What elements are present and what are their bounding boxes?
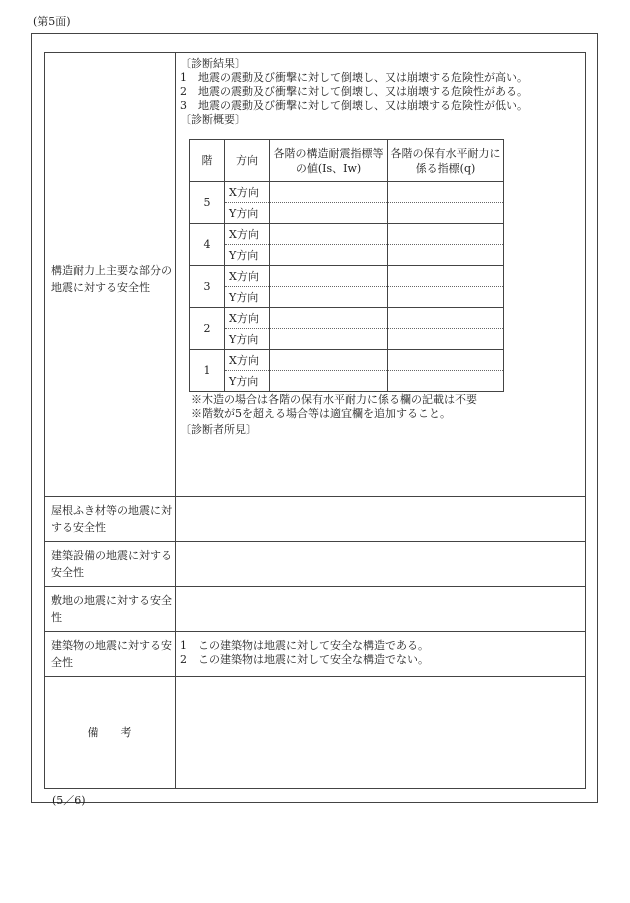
row-divider [44,586,586,587]
direction-cell: X方向 [225,182,270,203]
diagnosis-result-title: 〔診断結果〕 [180,57,246,70]
is-iw-value-cell[interactable] [270,308,388,329]
header-floor: 階 [190,140,225,182]
direction-cell: X方向 [225,266,270,287]
table-row [190,350,504,371]
diagnosis-table [189,139,504,392]
header-is-iw: 各階の構造耐震指標等の値(Is、Iw) [270,140,388,182]
diagnostician-opinion-title: 〔診断者所見〕 [180,423,257,436]
floor-cell: 3 [190,266,225,308]
is-iw-value-cell[interactable] [270,329,388,350]
q-value-cell[interactable] [388,224,504,245]
row-divider [44,541,586,542]
row-divider [44,496,586,497]
q-value-cell[interactable] [388,245,504,266]
table-row [190,308,504,329]
direction-cell: X方向 [225,350,270,371]
q-value-cell[interactable] [388,182,504,203]
table-row [190,287,504,308]
diagnosis-result-item: 3 地震の震動及び衝撃に対して倒壊し、又は崩壊する危険性が低い。 [180,99,528,112]
note-line: ※階数が5を超える場合等は適宜欄を追加すること。 [191,407,451,420]
seismic-structure-label: 構造耐力上主要な部分の地震に対する安全性 [51,264,172,294]
is-iw-value-cell[interactable] [270,350,388,371]
q-value-cell[interactable] [388,287,504,308]
remarks-label: 備 考 [87,726,132,739]
header-direction: 方向 [225,140,270,182]
direction-cell: Y方向 [225,329,270,350]
direction-cell: Y方向 [225,287,270,308]
table-row [190,245,504,266]
is-iw-value-cell[interactable] [270,371,388,392]
q-value-cell[interactable] [388,308,504,329]
floor-cell: 1 [190,350,225,392]
direction-cell: X方向 [225,224,270,245]
page-number: (5／6) [52,794,86,807]
building-safety-option: 1 この建築物は地震に対して安全な構造である。 [180,639,429,652]
q-value-cell[interactable] [388,266,504,287]
building-safety-option: 2 この建築物は地震に対して安全な構造でない。 [180,653,429,666]
building-safety-options [180,639,429,667]
q-value-cell[interactable] [388,203,504,224]
is-iw-value-cell[interactable] [270,287,388,308]
page-label: (第5面) [33,15,71,28]
diagnosis-result-item: 2 地震の震動及び衝撃に対して倒壊し、又は崩壊する危険性がある。 [180,85,528,98]
floor-cell: 2 [190,308,225,350]
floor-cell: 5 [190,182,225,224]
row-divider [44,676,586,677]
row-divider [44,631,586,632]
site-safety-label: 敷地の地震に対する安全性 [51,594,172,624]
direction-cell: Y方向 [225,203,270,224]
roof-safety-label: 屋根ふき材等の地震に対する安全性 [51,504,172,534]
q-value-cell[interactable] [388,329,504,350]
building-safety-label: 建築物の地震に対する安全性 [51,639,172,669]
note-line: ※木造の場合は各階の保有水平耐力に係る欄の記載は不要 [191,393,477,406]
diagnosis-result-item: 1 地震の震動及び衝撃に対して倒壊し、又は崩壊する危険性が高い。 [180,71,528,84]
is-iw-value-cell[interactable] [270,182,388,203]
equipment-safety-label: 建築設備の地震に対する安全性 [51,549,172,579]
table-row [190,266,504,287]
table-row [190,203,504,224]
table-row [190,371,504,392]
is-iw-value-cell[interactable] [270,266,388,287]
table-header-row [190,140,504,182]
table-row [190,182,504,203]
table-notes [191,393,477,421]
direction-cell: X方向 [225,308,270,329]
table-row [190,329,504,350]
floor-cell: 4 [190,224,225,266]
table-row [190,224,504,245]
q-value-cell[interactable] [388,350,504,371]
direction-cell: Y方向 [225,245,270,266]
diagnosis-summary-title: 〔診断概要〕 [180,113,246,126]
column-divider [175,52,176,789]
header-q: 各階の保有水平耐力に係る指標(q) [388,140,504,182]
q-value-cell[interactable] [388,371,504,392]
is-iw-value-cell[interactable] [270,224,388,245]
is-iw-value-cell[interactable] [270,203,388,224]
is-iw-value-cell[interactable] [270,245,388,266]
direction-cell: Y方向 [225,371,270,392]
diagnosis-content [180,57,528,127]
